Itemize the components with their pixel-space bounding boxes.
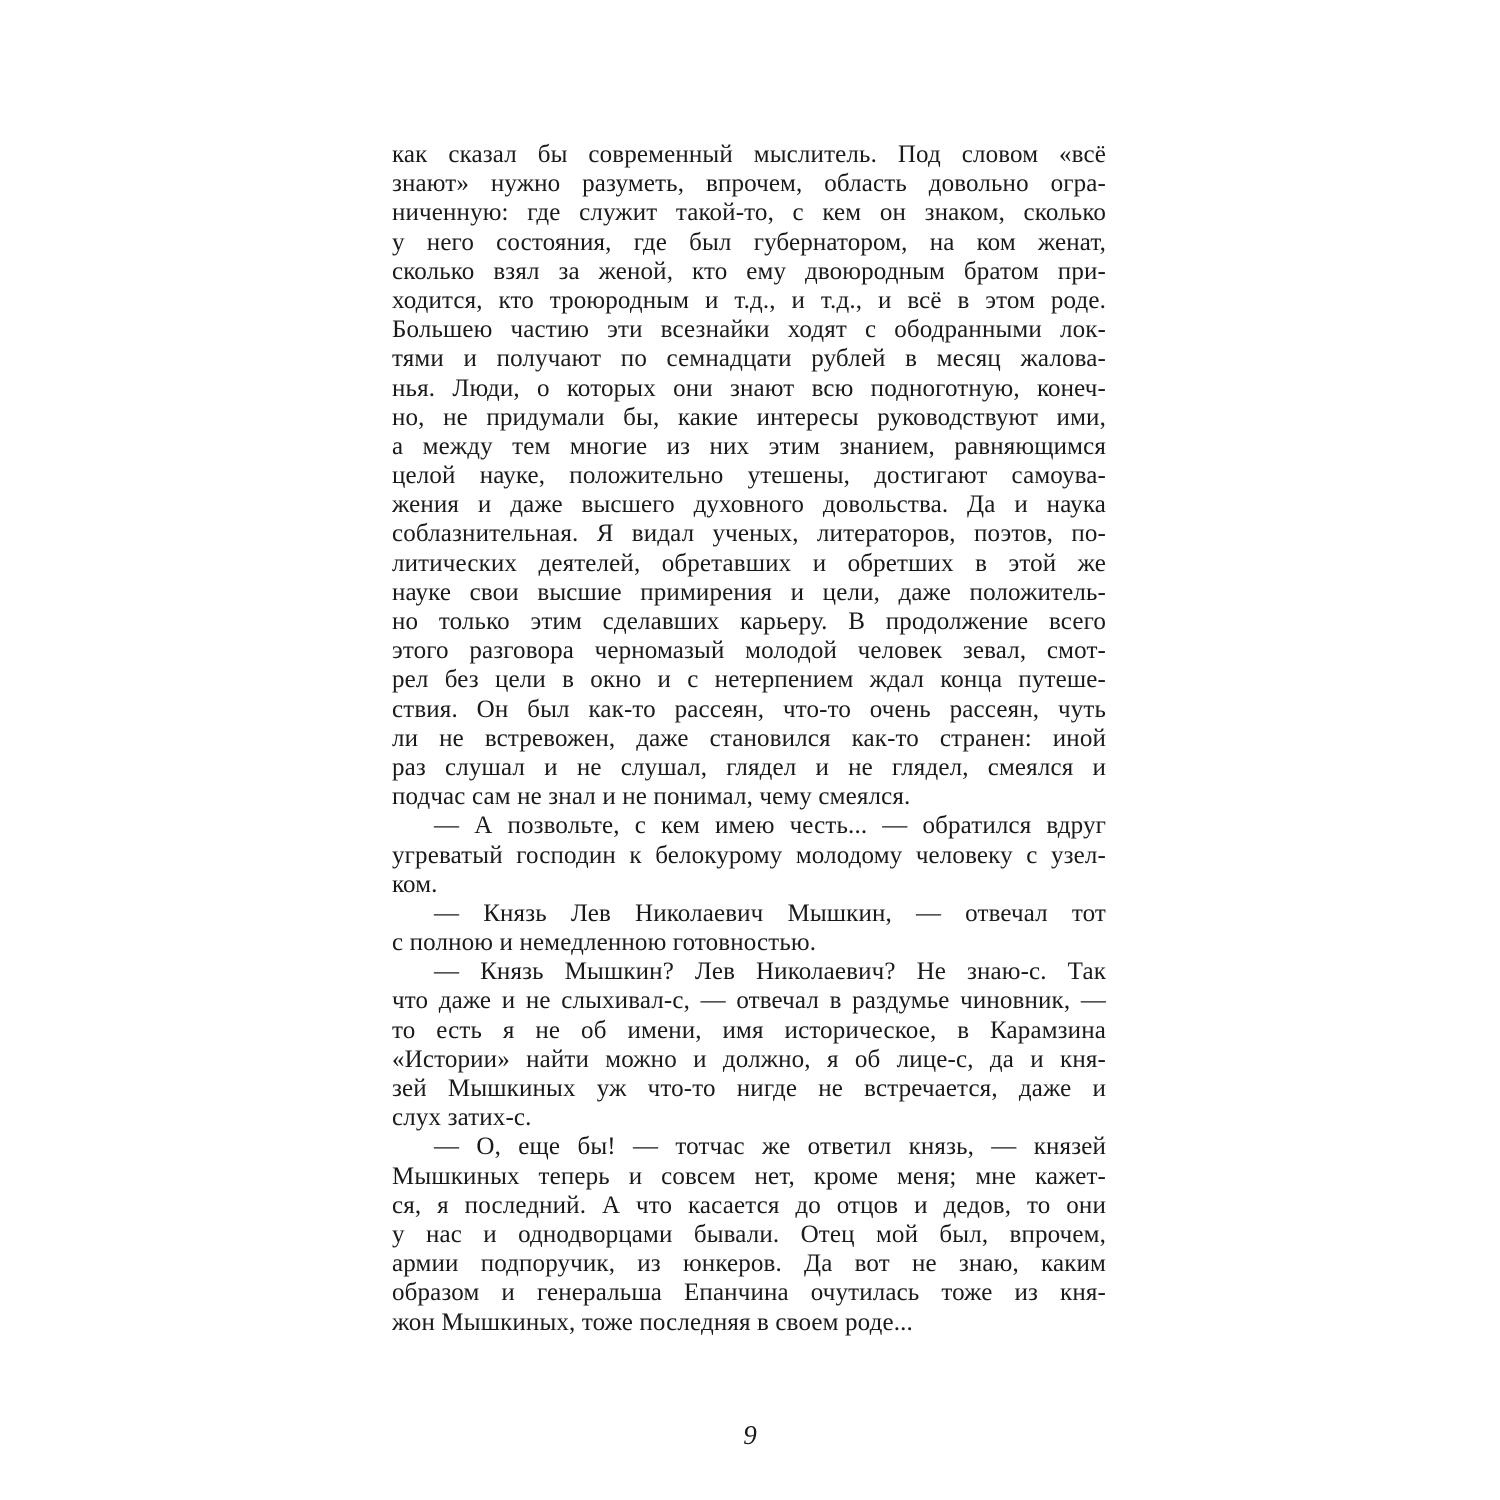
page-number: 9 <box>743 1420 757 1450</box>
text-line: что даже и не слыхивал-с, — отвечал в раздумье чиновник, — <box>392 987 1106 1015</box>
text-line: раз слушал и не слушал, глядел и не глядел, смеялся и <box>392 753 1106 781</box>
text-line: образом и генеральша Епанчина очутилась тоже из кня- <box>392 1279 1106 1307</box>
text-line: ниченную: где служит такой-то, с кем он знаком, сколько <box>392 199 1106 227</box>
text-line: знают» нужно разуметь, впрочем, область довольно огра- <box>392 170 1106 198</box>
text-line: соблазнительная. Я видал ученых, литераторов, поэтов, по- <box>392 520 1106 548</box>
text-line: этого разговора черномазый молодой человек зевал, смот- <box>392 637 1106 665</box>
text-line: рел без цели в окно и с нетерпением ждал конца путеше- <box>392 666 1106 694</box>
text-line: Мышкиных теперь и совсем нет, кроме меня; мне кажет- <box>392 1162 1106 1190</box>
text-line: то есть я не об имени, имя историческое, в Карамзина <box>392 1016 1106 1044</box>
text-line: ком. <box>392 870 438 898</box>
text-line: — О, еще бы! — тотчас же ответил князь, — князей <box>434 1133 1106 1161</box>
text-line: у нас и однодворцами бывали. Отец мой был, впрочем, <box>392 1220 1106 1248</box>
text-line: ходится, кто троюродным и т.д., и т.д., и всё в этом роде. <box>392 286 1106 314</box>
text-line: армии подпоручик, из юнкеров. Да вот не знаю, каким <box>392 1250 1106 1278</box>
text-line: сколько взял за женой, кто ему двоюродным братом при- <box>392 257 1106 285</box>
text-line: как сказал бы современный мыслитель. Под словом «всё <box>392 141 1106 168</box>
text-line: нья. Люди, о которых они знают всю подноготную, конеч- <box>392 374 1106 402</box>
text-line: науке свои высшие примирения и цели, даже положитель- <box>392 578 1106 606</box>
text-line: — Князь Лев Николаевич Мышкин, — отвечал тот <box>434 899 1106 927</box>
text-line: слух затих-с. <box>392 1104 532 1132</box>
text-line: зей Мышкиных уж что-то нигде не встречается, даже и <box>392 1075 1106 1102</box>
text-line: ли не встревожен, даже становился как-то странен: иной <box>392 724 1106 752</box>
text-line: литических деятелей, обретавших и обретших в этой же <box>392 549 1106 577</box>
text-line: целой науке, положительно утешены, достигают самоува- <box>392 462 1106 490</box>
text-line: с полною и немедленною готовностью. <box>392 929 817 957</box>
text-line: угреватый господин к белокурому молодому человеку с узел- <box>392 841 1106 869</box>
text-line: — Князь Мышкин? Лев Николаевич? Не знаю-с. Так <box>434 958 1106 986</box>
text-line: тями и получают по семнадцати рублей в месяц жалова- <box>392 345 1106 373</box>
text-line: жения и даже высшего духовного довольства. Да и наука <box>392 491 1106 519</box>
text-line: подчас сам не знал и не понимал, чему смеялся. <box>392 783 911 811</box>
text-line: ся, я последний. А что касается до отцов и дедов, то они <box>392 1191 1106 1219</box>
text-line: у него состояния, где был губернатором, на ком женат, <box>392 228 1106 256</box>
text-line: а между тем многие из них этим знанием, равняющимся <box>392 432 1106 460</box>
text-line: но, не придумали бы, какие интересы руководствуют ими, <box>392 403 1106 431</box>
text-line: жон Мышкиных, тоже последняя в своем роде... <box>392 1308 913 1336</box>
text-line: но только этим сделавших карьеру. В продолжение всего <box>392 608 1106 635</box>
text-line: ствия. Он был как-то рассеян, что-то очень рассеян, чуть <box>392 695 1106 723</box>
body-text <box>392 140 1106 1337</box>
text-line: Большею частию эти всезнайки ходят с ободранными лок- <box>392 316 1106 344</box>
text-line: «Истории» найти можно и должно, я об лице-с, да и кня- <box>392 1045 1106 1073</box>
text-line: — А позвольте, с кем имею честь... — обратился вдруг <box>434 812 1106 840</box>
